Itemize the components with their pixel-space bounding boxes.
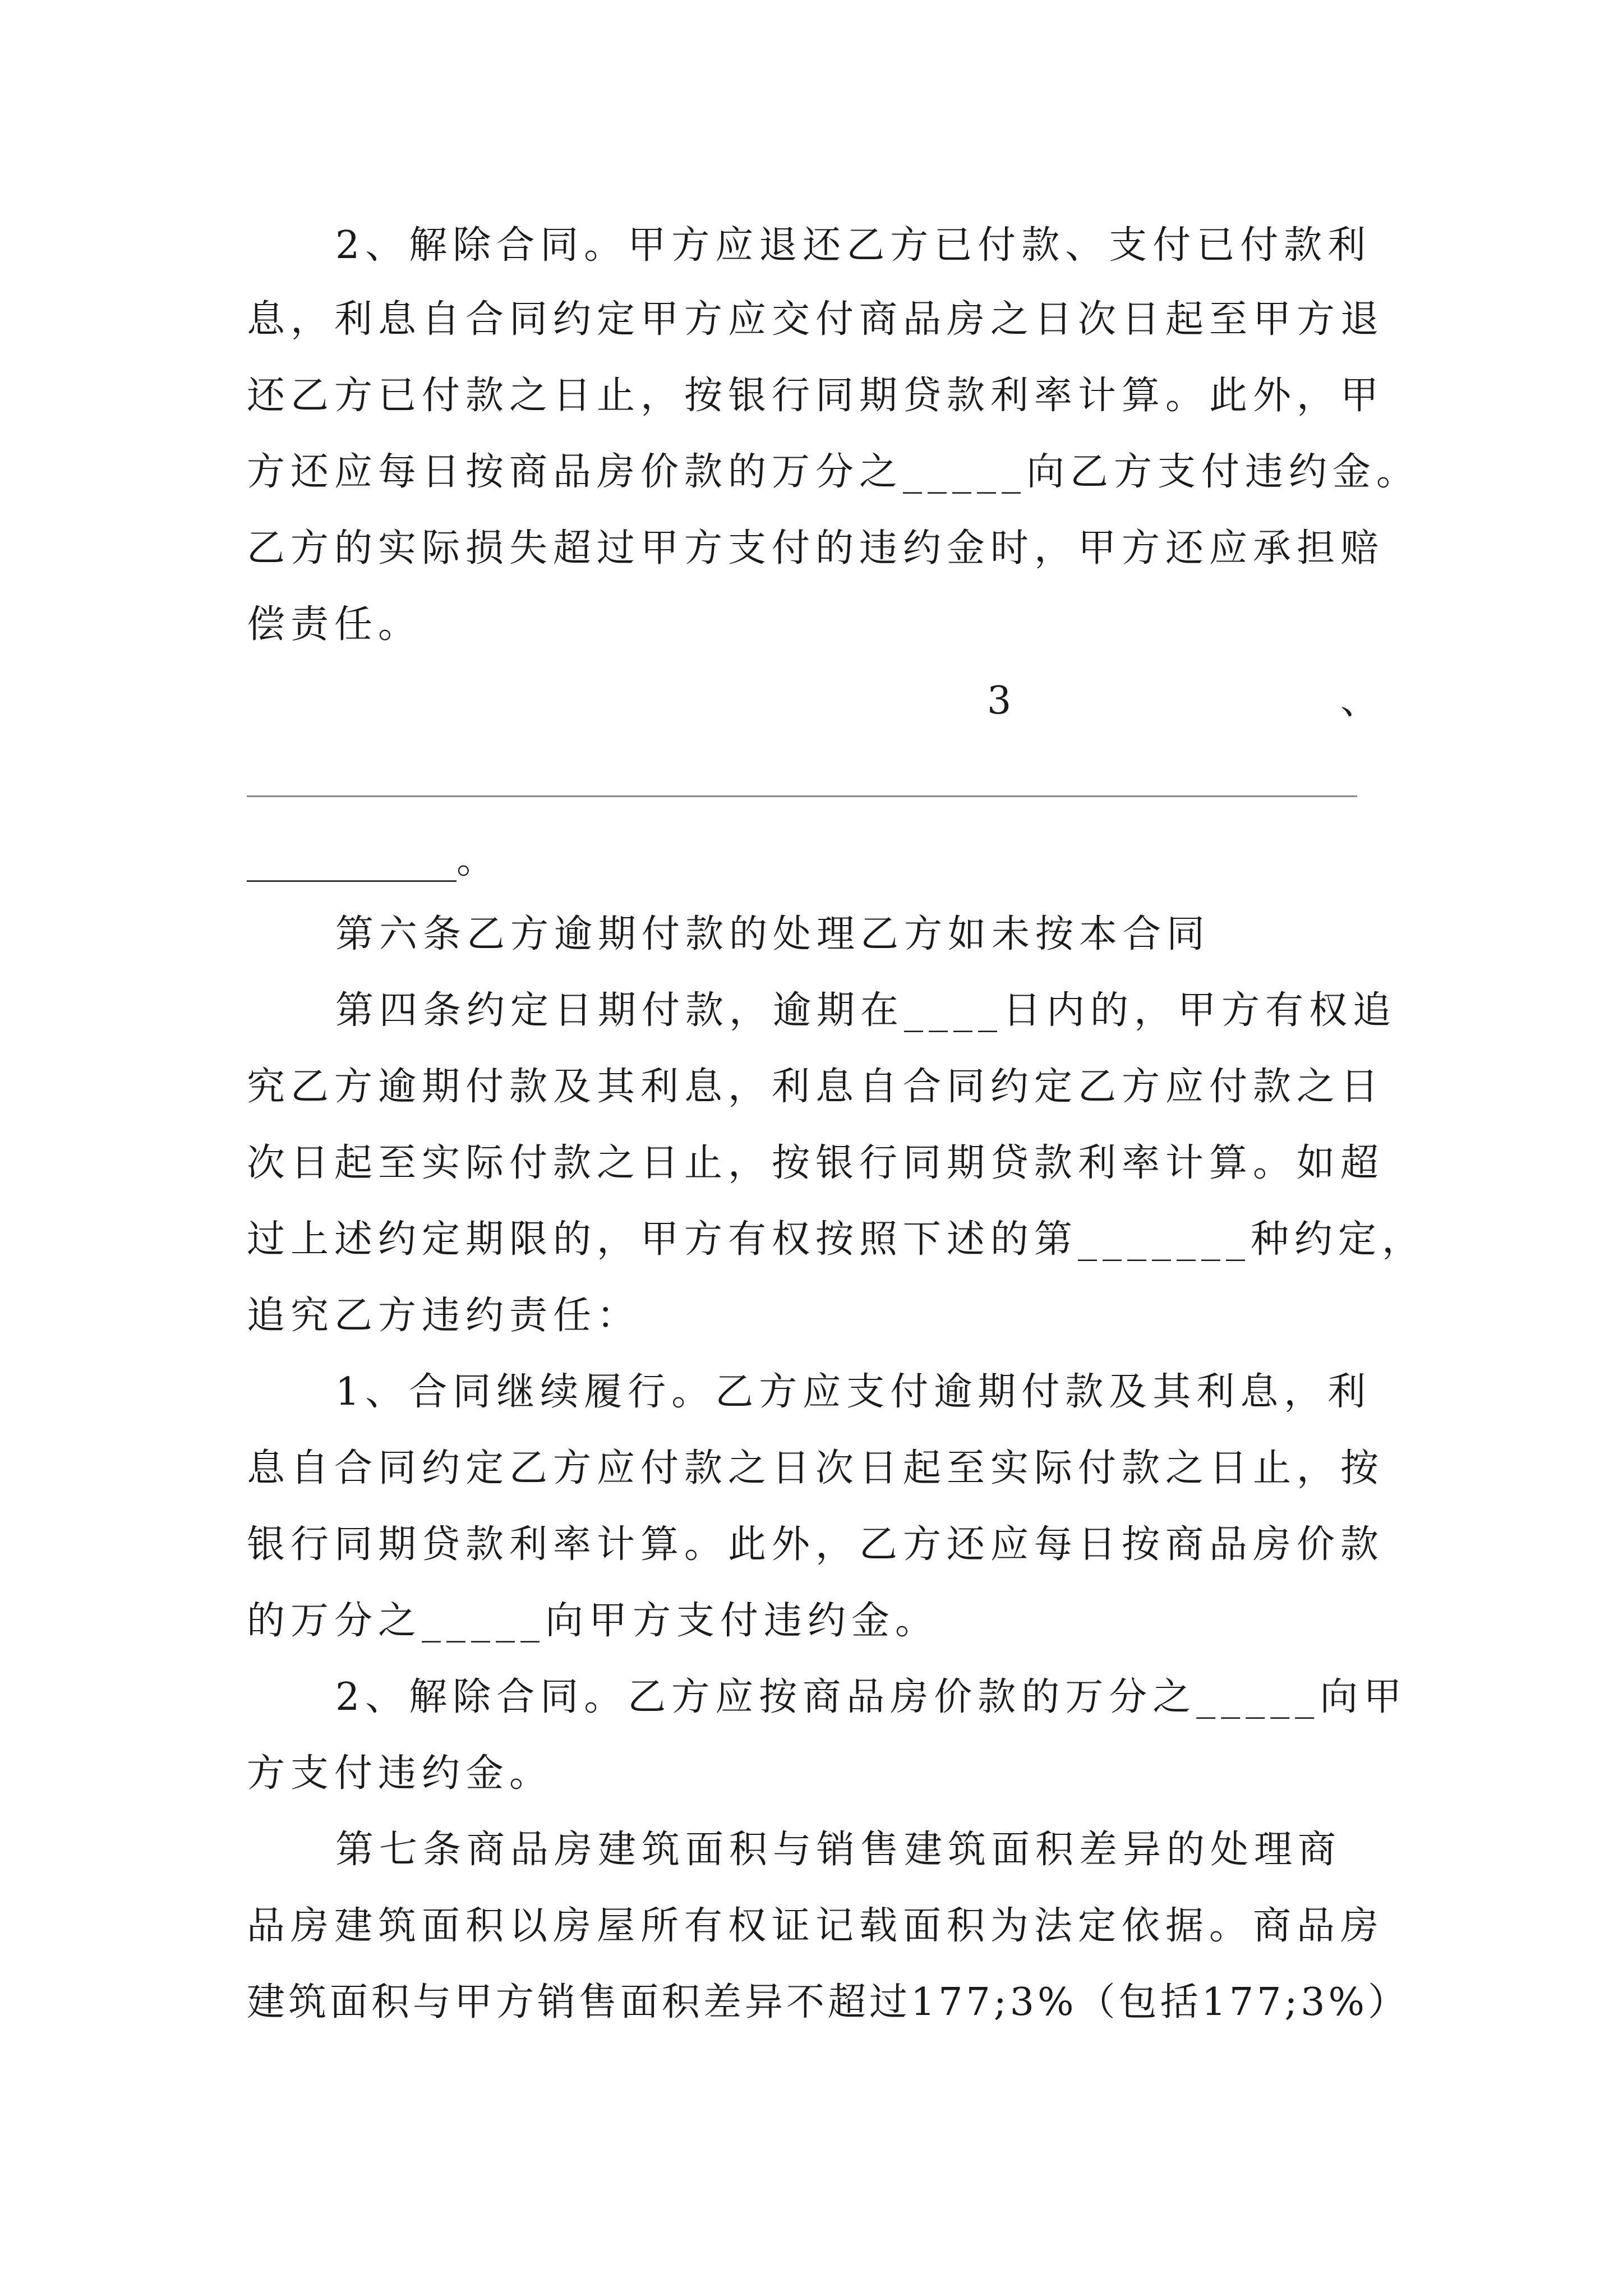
paragraph-line: 还乙方已付款之日止，按银行同期贷款利率计算。此外，甲 xyxy=(247,374,1385,418)
paragraph-line: 息，利息自合同约定甲方应交付商品房之日次日起至甲方退 xyxy=(247,297,1385,342)
paragraph-line: 第四条约定日期付款，逾期在____日内的，甲方有权追 xyxy=(335,988,1397,1033)
paragraph-line: 2、解除合同。乙方应按商品房价款的万分之_____向甲 xyxy=(335,1675,1408,1719)
paragraph-line: 过上述约定期限的，甲方有权按照下述的第_______种约定， xyxy=(247,1217,1426,1262)
paragraph-line: 究乙方逾期付款及其利息，利息自合同约定乙方应付款之日 xyxy=(247,1065,1385,1109)
paragraph-line: 次日起至实际付款之日止，按银行同期贷款利率计算。如超 xyxy=(247,1141,1385,1185)
section-heading: 第六条乙方逾期付款的处理乙方如未按本合同 xyxy=(335,912,1211,956)
paragraph-line: 的万分之_____向甲方支付违约金。 xyxy=(247,1599,939,1643)
paragraph-line: 方支付违约金。 xyxy=(247,1751,554,1796)
blank-fill-line xyxy=(247,795,1357,797)
paragraph-line: 乙方的实际损失超过甲方支付的违约金时，甲方还应承担赔 xyxy=(247,526,1385,570)
paragraph-line: 品房建筑面积以房屋所有权证记载面积为法定依据。商品房 xyxy=(247,1904,1385,1948)
item-separator: 、 xyxy=(1340,679,1379,723)
paragraph-line: 1、合同继续履行。乙方应支付逾期付款及其利息，利 xyxy=(335,1370,1372,1414)
blank-fill-end: ___________。 xyxy=(247,838,495,882)
item-number: 3 xyxy=(987,679,1012,723)
paragraph-line: 2、解除合同。甲方应退还乙方已付款、支付已付款利 xyxy=(335,223,1372,268)
paragraph-line: 偿责任。 xyxy=(247,602,422,647)
section-heading: 第七条商品房建筑面积与销售建筑面积差异的处理商 xyxy=(335,1828,1342,1872)
paragraph-line: 息自合同约定乙方应付款之日次日起至实际付款之日止，按 xyxy=(247,1446,1385,1490)
paragraph-line: 建筑面积与甲方销售面积差异不超过177;3%（包括177;3%） xyxy=(247,1980,1410,2024)
paragraph-line: 银行同期贷款利率计算。此外，乙方还应每日按商品房价款 xyxy=(247,1522,1385,1567)
paragraph-line: 追究乙方违约责任： xyxy=(247,1294,641,1338)
paragraph-line: 方还应每日按商品房价款的万分之_____向乙方支付违约金。 xyxy=(247,450,1421,494)
